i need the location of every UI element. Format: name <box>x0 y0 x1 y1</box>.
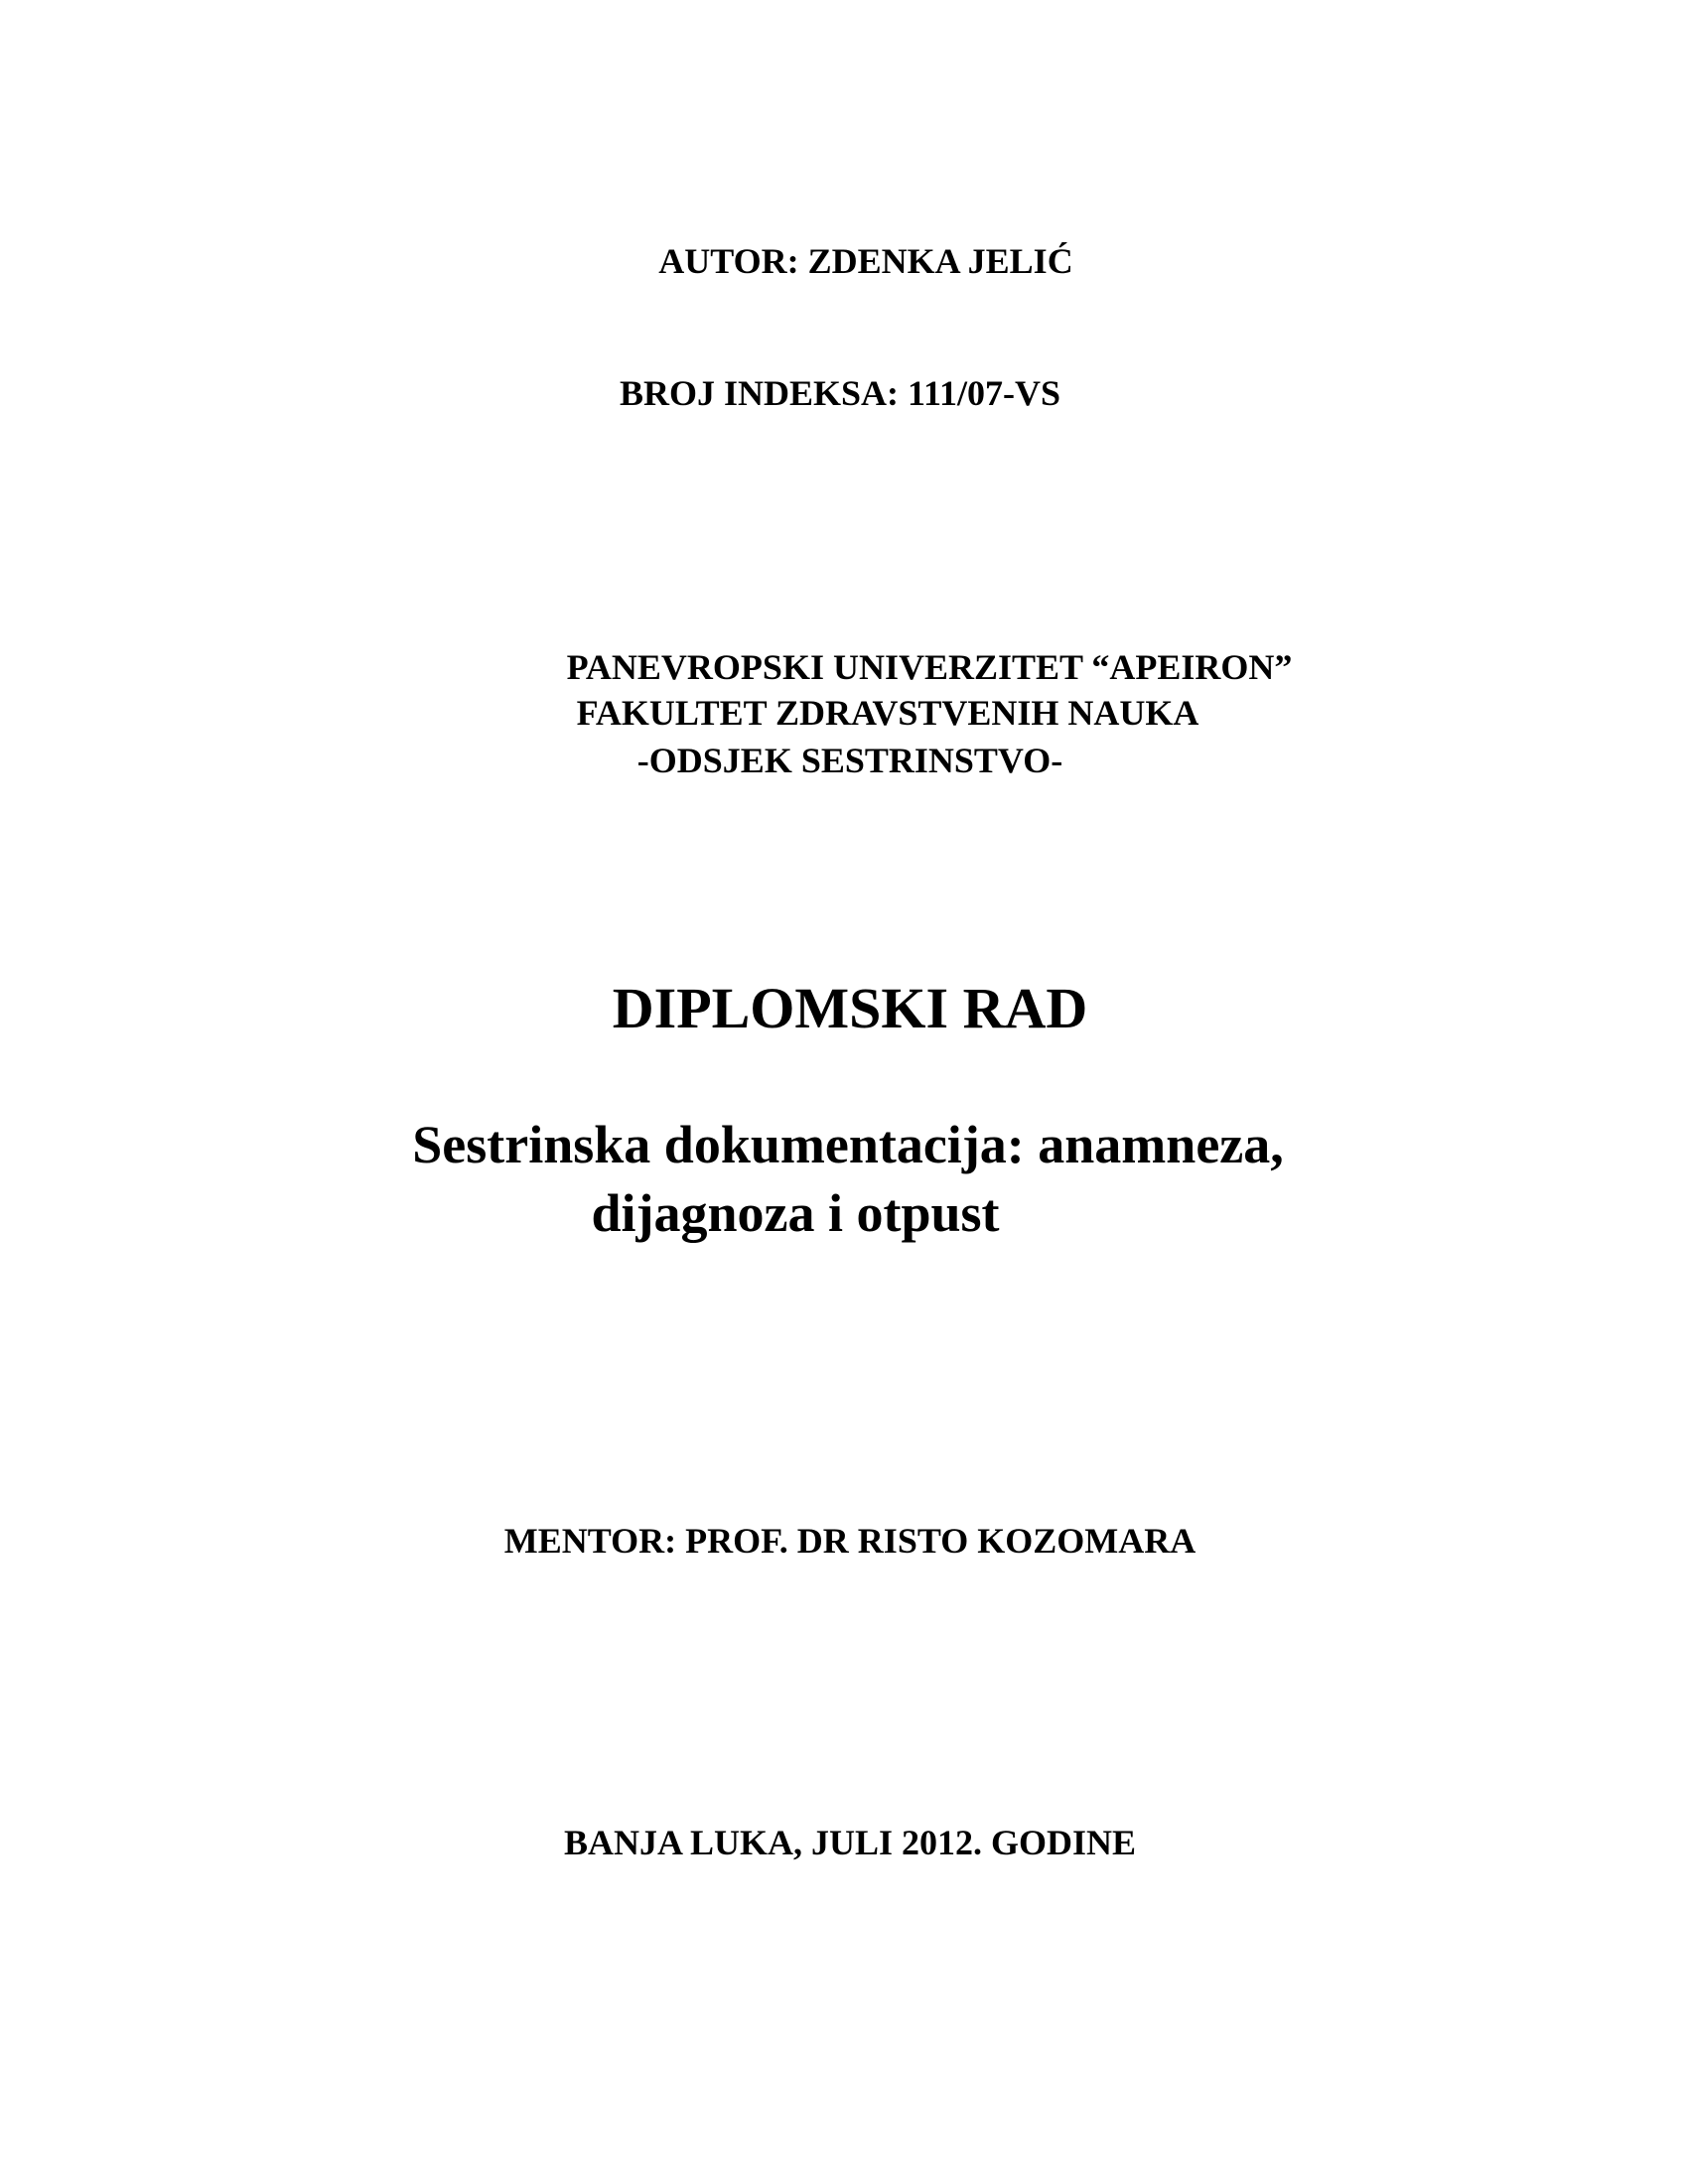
thesis-title-line-1: Sestrinska dokumentacija: anamneza, <box>412 1115 1284 1174</box>
department-name: -ODSJEK SESTRINSTVO- <box>636 741 1063 780</box>
thesis-title-line-2: dijagnoza i otpust <box>591 1183 1000 1243</box>
place-date-line: BANJA LUKA, JULI 2012. GODINE <box>563 1823 1137 1862</box>
mentor-line: MENTOR: PROF. DR RISTO KOZOMARA <box>503 1521 1196 1561</box>
faculty-name: FAKULTET ZDRAVSTVENIH NAUKA <box>576 693 1199 733</box>
thesis-type-heading: DIPLOMSKI RAD <box>612 976 1088 1040</box>
index-number-line: BROJ INDEKSA: 111/07-VS <box>619 373 1061 413</box>
author-line: AUTOR: ZDENKA JELIĆ <box>658 241 1073 281</box>
university-name: PANEVROPSKI UNIVERZITET “APEIRON” <box>566 647 1293 687</box>
